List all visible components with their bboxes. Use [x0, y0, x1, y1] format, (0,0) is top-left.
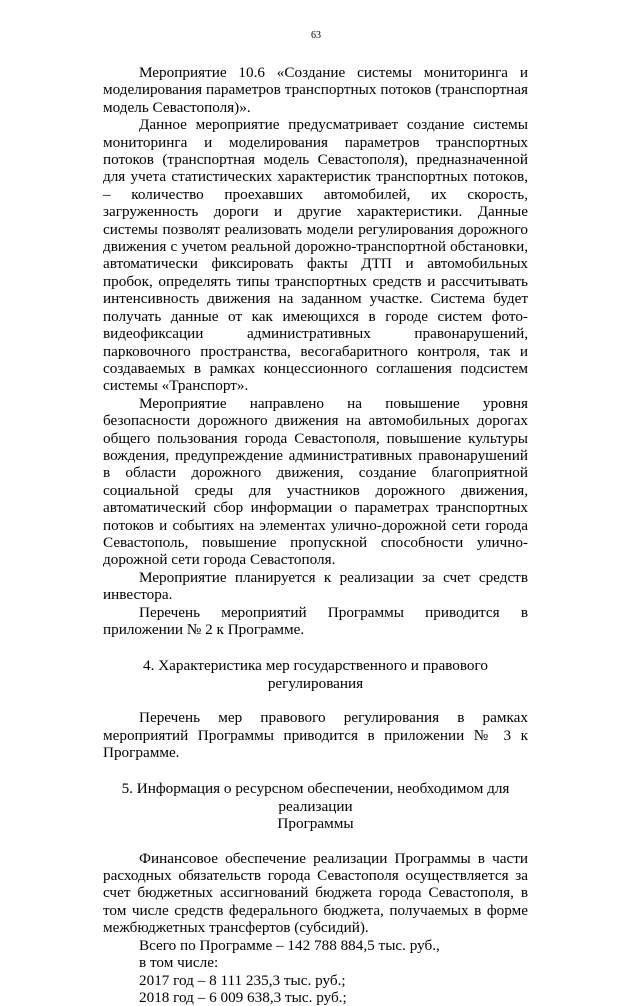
page-number: 63	[311, 30, 321, 41]
spacer	[103, 761, 528, 780]
program-total: Всего по Программе – 142 788 884,5 тыс. руб.,	[139, 936, 440, 954]
year-2018-amount: 2018 год – 6 009 638,3 тыс. руб.;	[139, 988, 347, 1006]
spacer	[103, 692, 528, 709]
measure-paragraph-3: Мероприятие планируется к реализации за счет средств инвестора.	[103, 568, 528, 604]
measure-paragraph-2: Мероприятие направлено на повышение уровня безопасности дорожного движения на автомобильных дорогах общего пользования города Севастополя, повышение культуры вождения, предупреждение административных правонарушений в области дорожного движения, создание благоприятной социальной среды для участников дорожного движения, автоматический сбор информации о параметрах транспортных потоков и событиях на элементах улично-дорожной сети города Севастополь, повышение пропускной способности улично-дорожной сети города Севастополя.	[103, 394, 528, 569]
measure-paragraph-1: Данное мероприятие предусматривает создание системы мониторинга и моделирования параметров транспортных потоков (транспортная модель Севастополя), предназначенной для учета статистических характеристик транспортных потоков, – количество проехавших автомобилей, их скорость, загруженность дороги и другие характеристики. Данные системы позволят реализовать модели регулирования дорожного движения с учетом реальной дорожно-транспортной обстановки, автоматически фиксировать факты ДТП и автомобильных пробок, определять типы транспортных средств и рассчитывать интенсивность движения на заданном участке. Система будет получать данные от как имеющихся в городе систем фото-видеофиксации административных правонарушений, парковочного пространства, весогабаритного контроля, так и создаваемых в рамках концессионного соглашения подсистем системы «Транспорт».	[103, 116, 528, 395]
section-4-heading: 4. Характеристика мер государственного и правового регулирования	[143, 657, 488, 692]
section-5-paragraph: Финансовое обеспечение реализации Программы в части расходных обязательств города Севастополя осуществляется за счет бюджетных ассигнований бюджета города Севастополя, в том числе средств федерального бюджета, получаемых в форме межбюджетных трансфертов (субсидий).	[103, 849, 528, 937]
measure-title: Мероприятие 10.6 «Создание системы мониторинга и моделирования параметров транспортных потоков (транспортная модель Севастополя)».	[103, 64, 528, 116]
spacer	[103, 833, 528, 850]
spacer	[103, 638, 528, 657]
measure-paragraph-4: Перечень мероприятий Программы приводится в приложении № 2 к Программе.	[103, 603, 528, 638]
section-5-heading-line-2: Программы	[277, 815, 354, 833]
section-4-paragraph: Перечень мер правового регулирования в рамках мероприятий Программы приводится в приложении № 3 к Программе.	[103, 709, 528, 762]
section-5-heading-line-1: 5. Информация о ресурсном обеспечении, необходимом для реализации	[121, 780, 510, 815]
including-label: в том числе:	[139, 954, 219, 972]
year-2017-amount: 2017 год – 8 111 235,3 тыс. руб.;	[139, 971, 346, 989]
document-body	[103, 64, 528, 1006]
